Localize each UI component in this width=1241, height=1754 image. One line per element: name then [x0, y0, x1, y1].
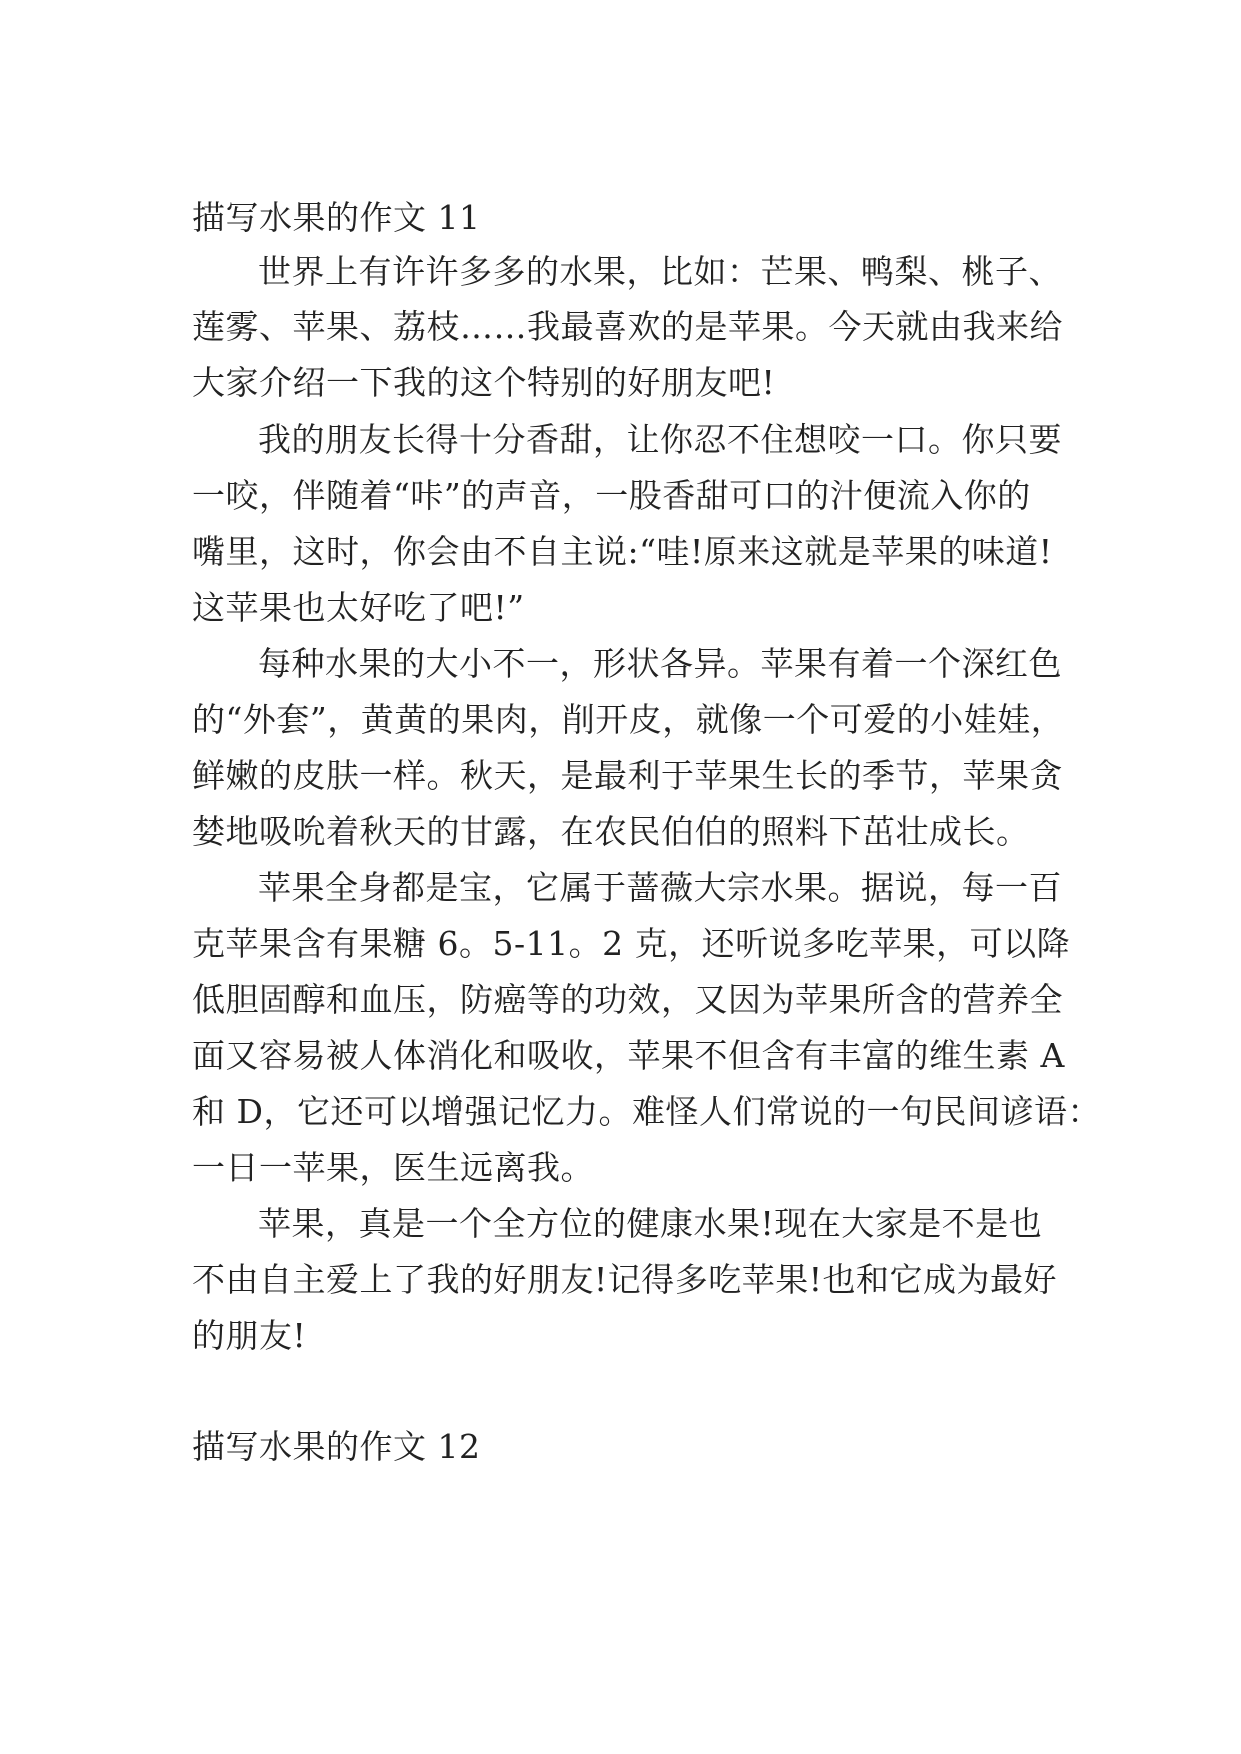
paragraph-line: 的“外套”，黄黄的果肉，削开皮，就像一个可爱的小娃娃，: [192, 700, 1065, 739]
paragraph-line: 鲜嫩的皮肤一样。秋天，是最利于苹果生长的季节，苹果贪: [192, 756, 1063, 795]
paragraph-line: 世界上有许许多多的水果，比如：芒果、鸭梨、桃子、: [258, 252, 1062, 291]
paragraph-line: 不由自主爱上了我的好朋友!记得多吃苹果!也和它成为最好: [192, 1260, 1058, 1299]
paragraph-line: 我的朋友长得十分香甜，让你忍不住想咬一口。你只要: [258, 420, 1062, 459]
section-heading: 描写水果的作文 11: [192, 198, 481, 237]
section-heading: 描写水果的作文 12: [192, 1427, 481, 1466]
paragraph-line: 面又容易被人体消化和吸收，苹果不但含有丰富的维生素 A: [192, 1036, 1065, 1075]
paragraph-line: 每种水果的大小不一，形状各异。苹果有着一个深红色: [258, 644, 1062, 683]
paragraph-line: 和 D，它还可以增强记忆力。难怪人们常说的一句民间谚语：: [192, 1092, 1101, 1131]
paragraph-line: 苹果全身都是宝，它属于蔷薇大宗水果。据说，每一百: [258, 868, 1062, 907]
paragraph-line: 这苹果也太好吃了吧!”: [192, 588, 525, 627]
paragraph-line: 一咬，伴随着“咔”的声音，一股香甜可口的汁便流入你的: [192, 476, 1031, 515]
paragraph-line: 嘴里，这时，你会由不自主说:“哇!原来这就是苹果的味道!: [192, 532, 1053, 571]
paragraph-line: 的朋友!: [192, 1316, 307, 1355]
paragraph-line: 莲雾、苹果、荔枝……我最喜欢的是苹果。今天就由我来给: [192, 307, 1063, 346]
paragraph-line: 低胆固醇和血压，防癌等的功效，又因为苹果所含的营养全: [192, 980, 1063, 1019]
paragraph-line: 大家介绍一下我的这个特别的好朋友吧!: [192, 363, 776, 402]
paragraph-line: 苹果，真是一个全方位的健康水果!现在大家是不是也: [258, 1204, 1043, 1243]
paragraph-line: 克苹果含有果糖 6。5-11。2 克，还听说多吃苹果，可以降: [192, 924, 1071, 963]
paragraph-line: 婪地吸吮着秋天的甘露，在农民伯伯的照料下茁壮成长。: [192, 812, 1030, 851]
paragraph-line: 一日一苹果，医生远离我。: [192, 1148, 594, 1187]
